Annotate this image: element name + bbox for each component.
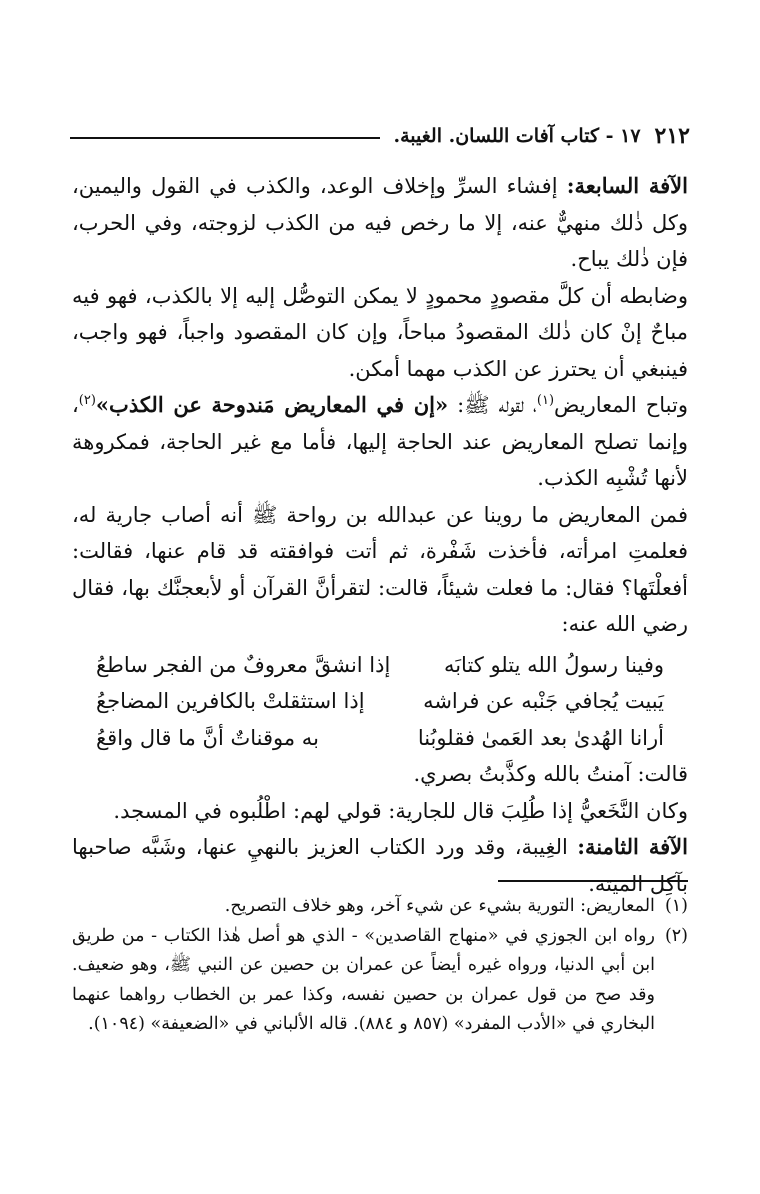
poem-verse	[96, 683, 664, 720]
paragraph-text: ، وإنما تصلح المعاريض عند الحاجة إليها، فأما مع غير الحاجة، فمكروهة لأنها تُشْبِه الكذب.	[72, 393, 688, 490]
hadith-quote: «إن في المعاريض مَندوحة عن الكذب»	[95, 392, 449, 417]
hemistich-second: به موقناتٌ أنَّ ما قال واقعُ	[96, 725, 319, 750]
footnote-ref-1[interactable]: (١)	[536, 393, 555, 408]
hemistich-first: يَبيت يُجافي جَنْبه عن فراشه	[423, 689, 664, 713]
poem-verse	[96, 647, 664, 684]
footnote-2	[72, 922, 688, 1040]
footnote-1	[72, 892, 688, 922]
footnote-text: رواه ابن الجوزي في «منهاج القاصدين» - الذي هو أصل هٰذا الكتاب - من طريق ابن أبي الدنيا، ورواه غيره أيضاً عن عمران بن حصين عن النبي ﷺ، وهو ضعيف. وقد صح من قول عمران بن حصين نفسه، وكذا عمر بن الخطاب رواهما عنهما البخاري في «الأدب المفرد» (٨٥٧ و ٨٨٤). قاله الألباني في «الضعيفة» (١٠٩٤).	[72, 925, 655, 1034]
poem	[96, 647, 664, 757]
page-number: ٢١٢	[654, 123, 690, 149]
paragraph-nakhai: وكان النَّخَعيُّ إذا طُلِبَ قال للجارية: قولي لهم: اطْلُبوه في المسجد.	[113, 798, 688, 823]
footnote-ref-2[interactable]: (٢)	[78, 393, 96, 408]
poem-verse	[96, 720, 664, 757]
paragraph-allusions	[72, 387, 688, 497]
paragraph-text: وتباح المعاريض	[554, 393, 688, 417]
footnote-number: (١)	[664, 896, 688, 916]
paragraph-story: فمن المعاريض ما روينا عن عبدالله بن رواحة ﷺ أنه أصاب جارية له، فعلمتِ امرأته، فأخذت شَفْرة، ثم أتت فوافقته قد قام عنها، فقالت: أفعلْتَها؟ فقال: ما فعلت شيئاً، قالت: لتقرأنَّ القرآن أو لأبعجنَّك بها، فقال رضي الله عنه:	[72, 502, 688, 636]
paragraph-rule: وضابطه أن كلَّ مقصودٍ محمودٍ لا يمكن التوصُّل إليه إلا بالكذب، فهو فيه مباحٌ إنْ كان ذٰلك المقصودُ مباحاً، وإن كان المقصود واجباً، فهو واجب، فينبغي أن يحترز عن الكذب مهما أمكن.	[72, 283, 688, 381]
footnotes	[72, 892, 688, 1040]
main-text	[72, 168, 688, 902]
footnote-text: المعاريض: التورية بشيء عن شيء آخر، وهو خلاف التصريح.	[224, 896, 655, 916]
page-header	[70, 122, 690, 150]
hemistich-second: إذا انشقَّ معروفٌ من الفجر ساطعُ	[96, 652, 391, 677]
paragraph-text: ، لقوله ﷺ:	[448, 393, 537, 417]
footnote-separator	[498, 880, 688, 882]
paragraph-text: إفشاء السرِّ وإخلاف الوعد، والكذب في القول واليمين، وكل ذٰلك منهيٌّ عنه، إلا ما رخص فيه من الكذب لزوجته، وفي الحرب، فإن ذٰلك يباح.	[72, 174, 688, 271]
section-label: الآفة الثامنة:	[577, 834, 688, 859]
hemistich-first: وفينا رسولُ الله يتلو كتابَه	[443, 652, 664, 677]
paragraph-text: الغِيبة، وقد ورد الكتاب العزيز بالنهيِ عنها، وشَبَّه صاحبها بآكِل الميتة.	[72, 835, 688, 896]
paragraph-reply: قالت: آمنتُ بالله وكذَّبتُ بصري.	[413, 762, 688, 786]
hemistich-first: أرانا الهُدىٰ بعد العَمىٰ فقلوبُنا	[417, 725, 664, 750]
header-rule	[70, 137, 380, 139]
section-label: الآفة السابعة:	[566, 173, 688, 198]
hemistich-second: إذا استثقلتْ بالكافرين المضاجعُ	[96, 689, 365, 713]
running-title: ١٧ - كتاب آفات اللسان. الغيبة.	[393, 125, 641, 147]
paragraph-seventh-affliction	[72, 168, 688, 278]
footnote-number: (٢)	[664, 925, 688, 946]
